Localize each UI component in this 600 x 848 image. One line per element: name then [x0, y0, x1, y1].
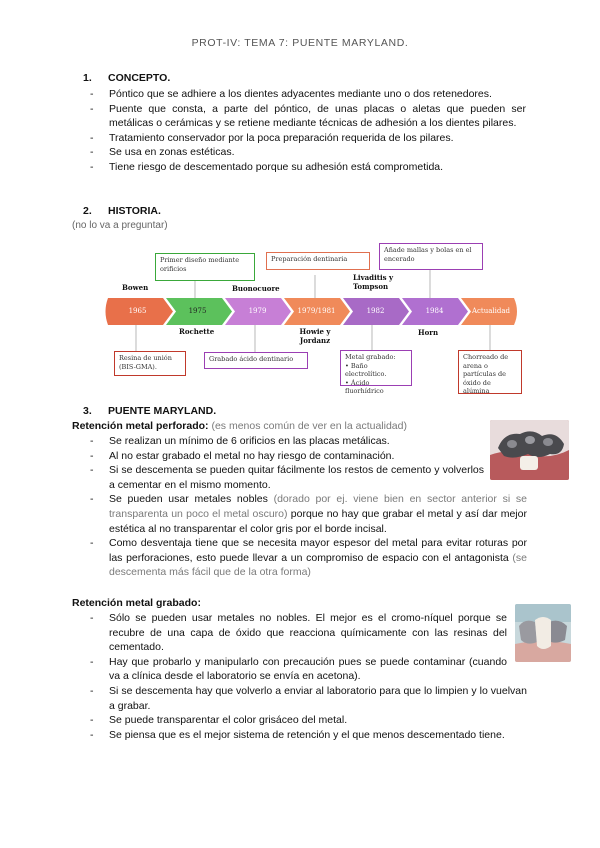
grabado-list	[90, 611, 527, 742]
timeline-name-livaditis: Livaditis y Tompson	[353, 273, 394, 291]
section-number: 1.	[83, 72, 92, 84]
metal-grabado-title: Metal grabado:	[345, 353, 396, 361]
list-item-text: porque no hay que grabar el metal y así dar mejor estética al no transparentar el color gris por el borde incisal.	[109, 507, 527, 535]
metal-grabado-item-text: Ácido fluorhídrico	[345, 378, 384, 395]
list-item-note: (se descementa más fácil que de la otra forma)	[109, 551, 527, 579]
list-item: - Tiene riesgo de descementado porque su adhesión está comprometida.	[90, 160, 526, 175]
metal-grabado-item: • Baño electrolítico.	[345, 361, 387, 378]
timeline-box-chorreado: Chorreado de arena o partículas de óxido de alúmina	[458, 350, 522, 394]
perforado-list	[90, 434, 527, 580]
timeline-box-grabado: Grabado ácido dentinario	[204, 352, 308, 369]
list-item	[90, 463, 527, 492]
timeline-name-horn: Horn	[418, 328, 439, 337]
list-item: - Al no estar grabado el metal no hay riesgo de contaminación.	[90, 449, 527, 464]
timeline-year: 1975	[188, 307, 207, 315]
list-item-note: (dorado por ej. viene bien en sector anterior si se transparenta un poco el metal oscuro)	[109, 493, 527, 520]
perforado-title-note: (es menos común de ver en la actualidad)	[211, 420, 407, 432]
timeline-name-buonocuore: Buonocuore	[232, 284, 280, 293]
timeline-name-howie: Howie y Jordanz	[299, 327, 331, 345]
list-item-text: Se pueden usar metales nobles	[109, 493, 274, 506]
list-item: - Póntico que se adhiere a los dientes adyacentes mediante uno o dos retenedores.	[90, 87, 526, 102]
section-title-text: CONCEPTO.	[108, 72, 171, 84]
list-item: - Puente que consta, a parte del póntico, de unas placas o aletas que pueden ser metálicas o cerámicas y se retiene mediante técnicas de adhesión a los dientes pilares.	[90, 102, 526, 131]
list-item-text: - Hay que probarlo y manipularlo con precaución pues se puede contaminar (cuando va a clínica desde el laboratorio se envía en acetona).	[109, 655, 507, 683]
perforado-title	[72, 420, 407, 432]
perforado-title-text: Retención metal perforado:	[72, 420, 209, 432]
grabado-title: Retención metal grabado:	[72, 597, 201, 609]
list-item	[90, 655, 527, 684]
timeline-box-metal-grabado	[340, 350, 412, 395]
timeline-box-preparacion: Preparación dentinaria	[266, 252, 370, 270]
metal-grabado-item: • Ácido fluorhídrico	[345, 378, 384, 395]
section-number: 3.	[83, 405, 92, 417]
timeline-name-rochette: Rochette	[179, 327, 215, 336]
list-item-text: - Sólo se pueden usar metales no nobles. El mejor es el cromo-níquel porque se recubre de una capa de óxido que reacciona químicamente con las resinas del cementado.	[109, 612, 507, 654]
historia-note: (no lo va a preguntar)	[72, 220, 168, 231]
timeline-box-resina: Resina de unión (BIS-GMA).	[114, 351, 186, 376]
timeline-year: 1984	[425, 307, 444, 315]
timeline-year: Actualidad	[471, 307, 511, 315]
section-number: 2.	[83, 205, 92, 217]
list-item: - Se realizan un mínimo de 6 orificios en las placas metálicas.	[90, 434, 527, 449]
list-item	[90, 611, 527, 655]
list-item-text: - Si se descementa se pueden quitar fácilmente los restos de cemento y volverlos a cementar en el mismo momento.	[109, 464, 484, 491]
timeline-year: 1979/1981	[297, 307, 336, 315]
timeline-year: 1982	[366, 307, 385, 315]
section-title-text: HISTORIA.	[108, 205, 161, 217]
list-item: - Se puede transparentar el color grisáceo del metal.	[90, 713, 527, 728]
section-title-text: PUENTE MARYLAND.	[108, 405, 217, 417]
timeline-year: 1965	[128, 307, 147, 315]
timeline-box-anade-mallas: Añade mallas y bolas en el encerado	[379, 243, 483, 270]
list-item	[90, 492, 527, 536]
timeline-name-bowen: Bowen	[122, 283, 149, 292]
section-title-puente	[83, 405, 216, 417]
metal-grabado-item-text: Baño electrolítico.	[345, 361, 387, 378]
timeline-box-primer-diseno: Primer diseño mediante orificios	[155, 253, 255, 281]
list-item: - Se piensa que es el mejor sistema de retención y el que menos descementado tiene.	[90, 728, 527, 743]
list-item: - Se usa en zonas estéticas.	[90, 145, 526, 160]
list-item	[90, 536, 527, 580]
list-item: - Tratamiento conservador por la poca preparación requerida de los pilares.	[90, 131, 526, 146]
timeline-year: 1979	[248, 307, 267, 315]
page-header: PROT-IV: TEMA 7: PUENTE MARYLAND.	[191, 37, 409, 49]
list-item: - Si se descementa hay que volverlo a enviar al laboratorio para que lo limpien y lo vuelvan a grabar.	[90, 684, 527, 713]
list-item-text: Como desventaja tiene que se necesita mayor espesor del metal para evitar roturas por las perforaciones, esto puede llevar a un compromiso de espacio con el antagonista	[109, 537, 527, 564]
